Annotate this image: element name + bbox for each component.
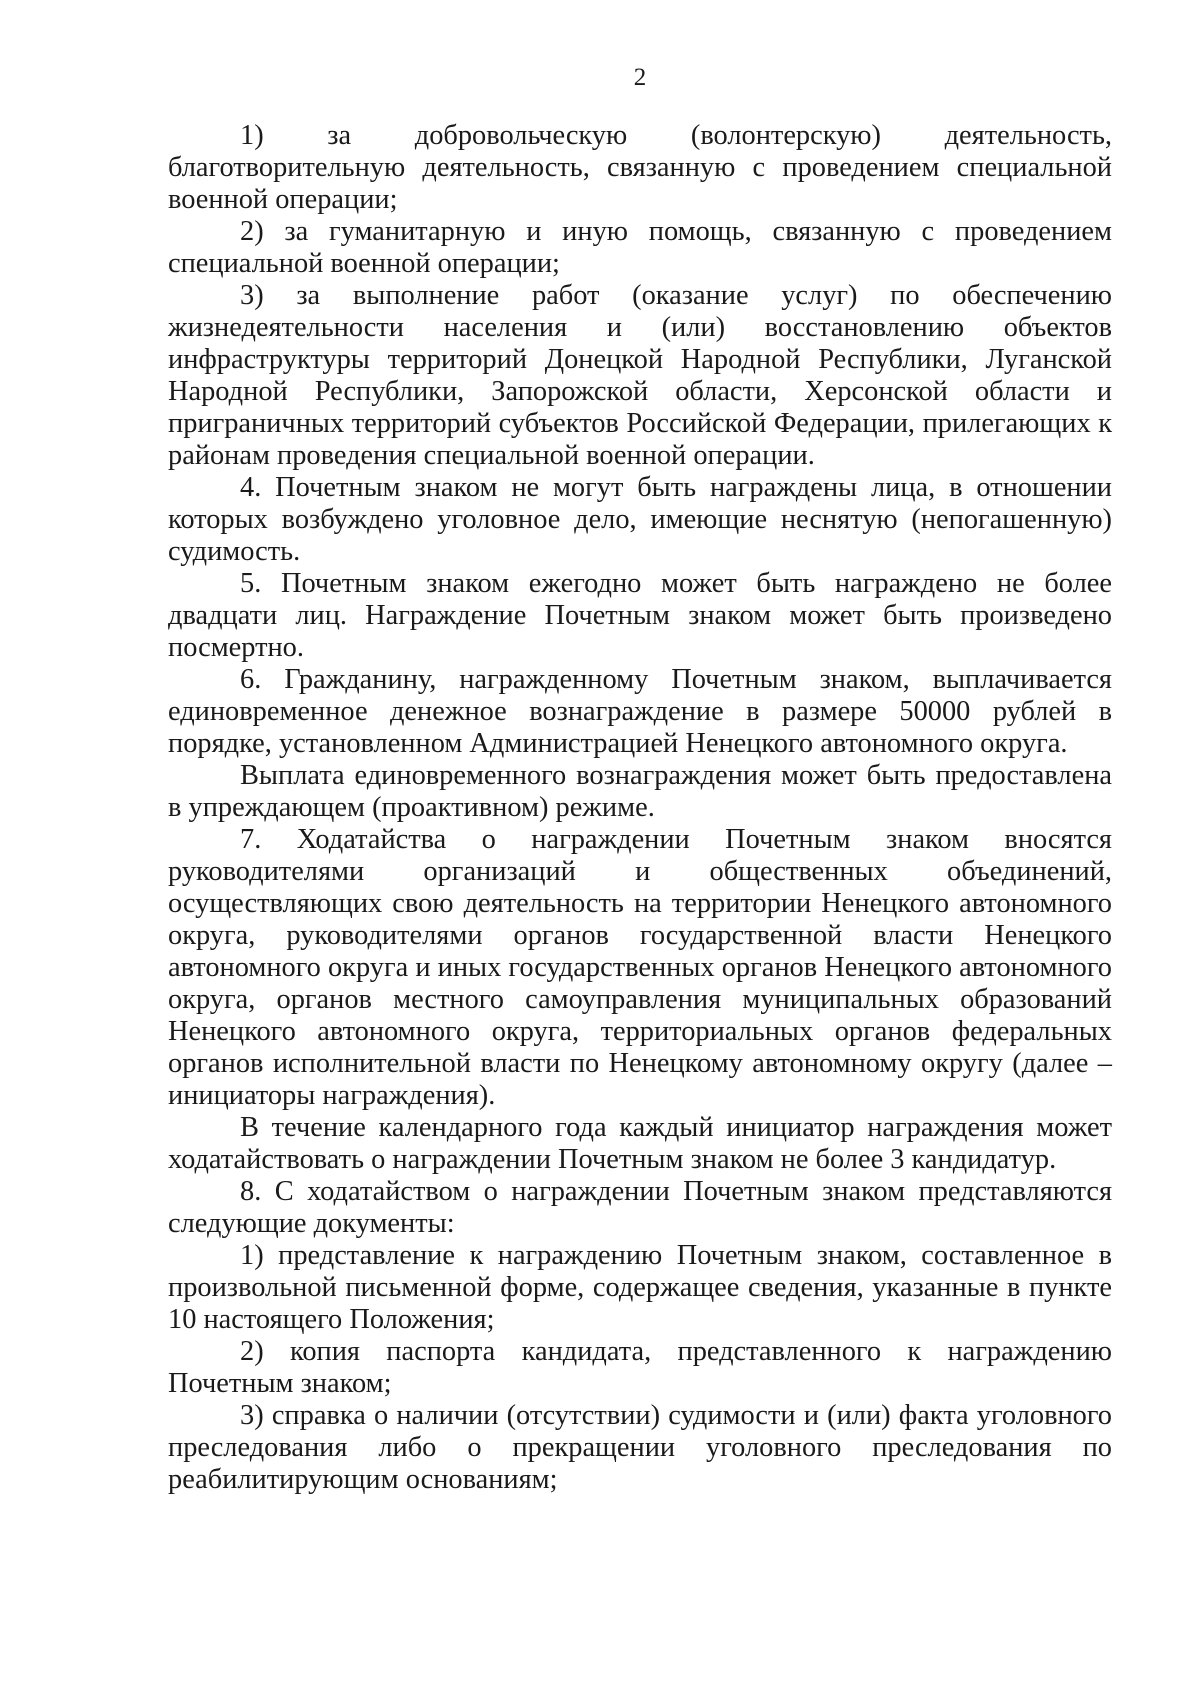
paragraph-annual-limit: В течение календарного года каждый инициатор награждения может ходатайствовать о награждении Почетным знаком не более 3 кандидатур. <box>168 1112 1112 1175</box>
paragraph-clause-4: 4. Почетным знаком не могут быть награждены лица, в отношении которых возбуждено уголовное дело, имеющие неснятую (непогашенную) судимость. <box>168 472 1112 567</box>
page-number: 2 <box>633 64 647 91</box>
paragraph-clause-5: 5. Почетным знаком ежегодно может быть награждено не более двадцати лиц. Награждение Почетным знаком может быть произведено посмертно. <box>168 568 1112 663</box>
paragraph-doc-1: 1) представление к награждению Почетным знаком, составленное в произвольной письменной форме, содержащее сведения, указанные в пункте 10 настоящего Положения; <box>168 1240 1112 1335</box>
paragraph-item-2-humanitarian: 2) за гуманитарную и иную помощь, связанную с проведением специальной военной операции; <box>168 216 1112 279</box>
paragraph-clause-7: 7. Ходатайства о награждении Почетным знаком вносятся руководителями организаций и общественных объединений, осуществляющих свою деятельность на территории Ненецкого автономного округа, руководителями органов государственной власти Ненецкого автономного округа и иных государственных органов Ненецкого автономного округа, органов местного самоуправления муниципальных образований Ненецкого автономного округа, территориальных органов федеральных органов исполнительной власти по Ненецкому автономному округу (далее – инициаторы награждения). <box>168 824 1112 1111</box>
paragraph-doc-3: 3) справка о наличии (отсутствии) судимости и (или) факта уголовного преследования либо о прекращении уголовного преследования по реабилитирующим основаниям; <box>168 1400 1112 1495</box>
document-body <box>168 120 1112 1496</box>
paragraph-clause-6: 6. Гражданину, награжденному Почетным знаком, выплачивается единовременное денежное вознаграждение в размере 50000 рублей в порядке, установленном Администрацией Ненецкого автономного округа. <box>168 664 1112 759</box>
paragraph-item-1-volunteer: 1) за добровольческую (волонтерскую) деятельность, благотворительную деятельность, связанную с проведением специальной военной операции; <box>168 120 1112 215</box>
paragraph-item-3-works: 3) за выполнение работ (оказание услуг) по обеспечению жизнедеятельности населения и (или) восстановлению объектов инфраструктуры территорий Донецкой Народной Республики, Луганской Народной Республики, Запорожской области, Херсонской области и приграничных территорий субъектов Российской Федерации, прилегающих к районам проведения специальной военной операции. <box>168 280 1112 471</box>
paragraph-clause-8: 8. С ходатайством о награждении Почетным знаком представляются следующие документы: <box>168 1176 1112 1239</box>
paragraph-payment: Выплата единовременного вознаграждения может быть предоставлена в упреждающем (проактивном) режиме. <box>168 760 1112 823</box>
paragraph-doc-2: 2) копия паспорта кандидата, представленного к награждению Почетным знаком; <box>168 1336 1112 1399</box>
